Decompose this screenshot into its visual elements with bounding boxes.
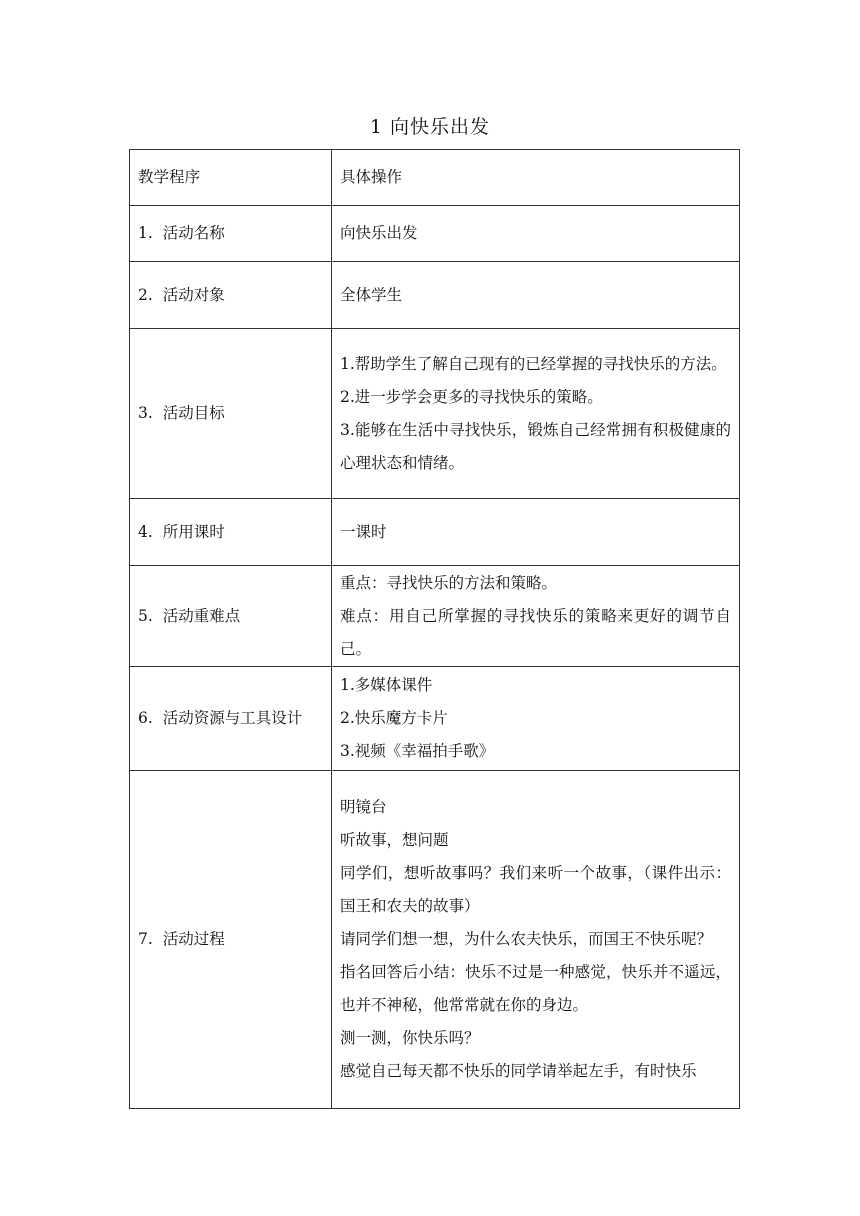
row-number: 6. <box>138 709 153 727</box>
row-content-cell <box>332 329 740 499</box>
row-label-cell <box>130 206 332 262</box>
content-line: 指名回答后小结：快乐不过是一种感觉，快乐并不遥远，也并不神秘，他常常就在你的身边。 <box>340 963 731 1014</box>
content-line: 一课时 <box>340 522 387 541</box>
row-label: 活动名称 <box>162 224 225 242</box>
table-row <box>130 566 740 667</box>
header-col-procedure: 教学程序 <box>130 150 332 206</box>
table-header-row <box>130 150 740 206</box>
row-label-cell <box>130 667 332 771</box>
row-label-cell <box>130 329 332 499</box>
content-line: 明镜台 <box>340 798 387 816</box>
table-row <box>130 206 740 262</box>
row-label: 活动对象 <box>162 285 225 304</box>
row-number: 3. <box>138 404 153 422</box>
table-row <box>130 329 740 499</box>
table-row <box>130 771 740 1109</box>
row-label: 活动过程 <box>162 930 225 948</box>
content-line: 重点：寻找快乐的方法和策略。 <box>340 573 558 592</box>
row-label: 所用课时 <box>162 522 225 541</box>
row-number: 1. <box>138 224 153 242</box>
row-content-cell <box>332 566 740 667</box>
content-line: 请同学们想一想，为什么农夫快乐，而国王不快乐呢？ <box>340 930 713 948</box>
content-line: 测一测，你快乐吗？ <box>340 1029 480 1047</box>
row-number: 4. <box>138 522 153 541</box>
content-line: 3.能够在生活中寻找快乐，锻炼自己经常拥有积极健康的心理状态和情绪。 <box>340 420 731 472</box>
document-title: 1 向快乐出发 <box>369 116 491 138</box>
row-content-cell <box>332 771 740 1109</box>
content-line: 感觉自己每天都不快乐的同学请举起左手，有时快乐 <box>340 1062 697 1080</box>
content-line: 2.进一步学会更多的寻找快乐的策略。 <box>340 387 603 406</box>
row-label: 活动目标 <box>162 404 225 422</box>
row-number: 7. <box>138 930 153 948</box>
content-line: 全体学生 <box>340 285 403 304</box>
content-line: 3.视频《幸福拍手歌》 <box>340 742 495 760</box>
row-content-cell <box>332 499 740 566</box>
row-label-cell <box>130 566 332 667</box>
row-content-cell <box>332 667 740 771</box>
row-content-cell <box>332 262 740 329</box>
row-label-cell <box>130 499 332 566</box>
row-label-cell <box>130 262 332 329</box>
table-row <box>130 262 740 329</box>
header-col-operation: 具体操作 <box>332 150 740 206</box>
content-line: 难点：用自己所掌握的寻找快乐的策略来更好的调节自己。 <box>340 606 731 658</box>
table-row <box>130 499 740 566</box>
row-number: 2. <box>138 285 153 304</box>
content-line: 1.帮助学生了解自己现有的已经掌握的寻找快乐的方法。 <box>340 354 727 373</box>
content-line: 1.多媒体课件 <box>340 676 433 694</box>
table-row <box>130 667 740 771</box>
row-label: 活动资源与工具设计 <box>162 709 303 727</box>
content-line: 同学们，想听故事吗？我们来听一个故事，（课件出示：国王和农夫的故事） <box>340 864 731 915</box>
row-label-cell <box>130 771 332 1109</box>
content-line: 听故事，想问题 <box>340 831 449 849</box>
content-line: 向快乐出发 <box>340 224 418 242</box>
row-label: 活动重难点 <box>162 606 241 625</box>
row-number: 5. <box>138 606 153 625</box>
content-line: 2.快乐魔方卡片 <box>340 709 448 727</box>
row-content-cell <box>332 206 740 262</box>
lesson-plan-table <box>129 149 740 1109</box>
